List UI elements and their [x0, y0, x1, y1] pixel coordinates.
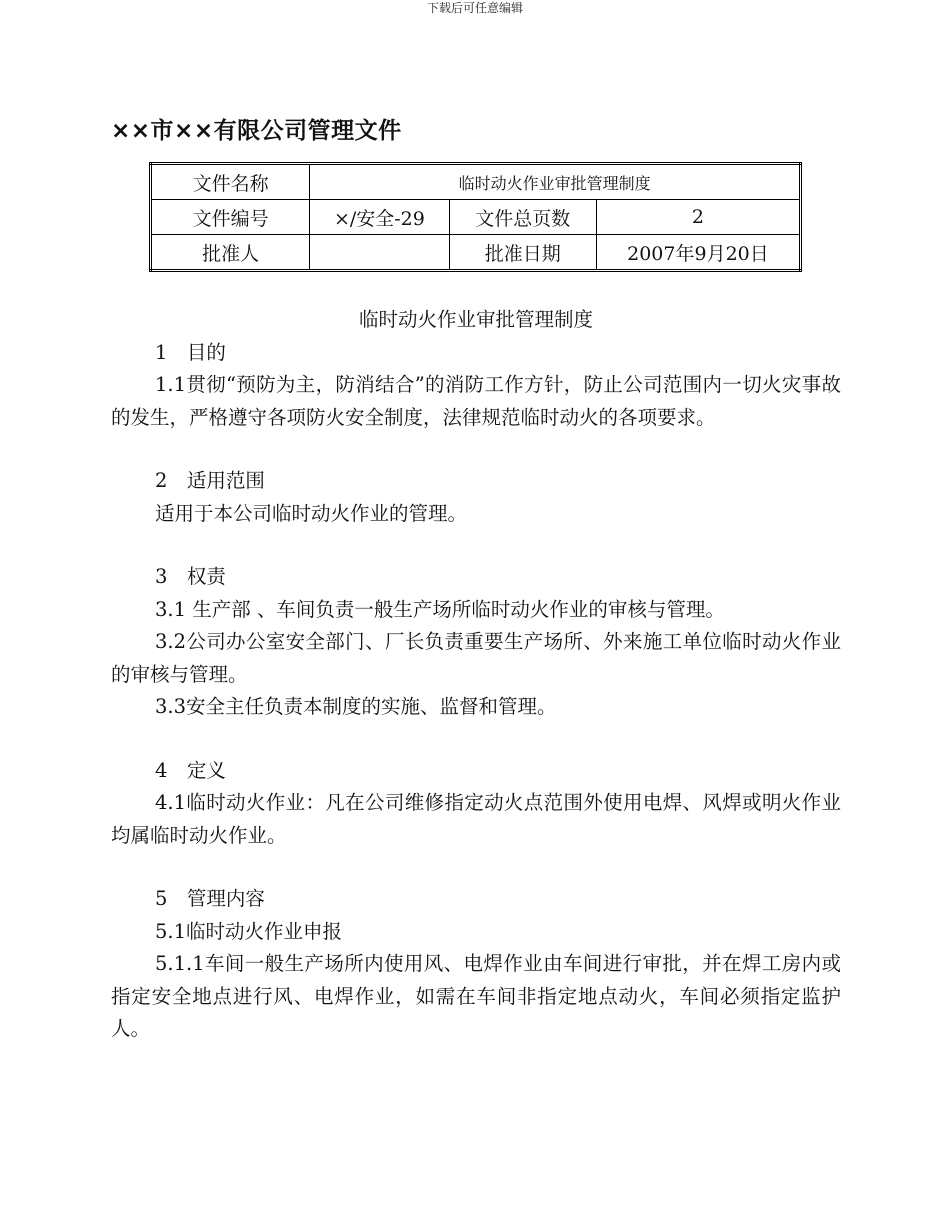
approval-date-value: 2007年9月20日 — [596, 235, 800, 271]
section-3-2: 3.2公司办公室安全部门、厂长负责重要生产场所、外来施工单位临时动火作业的审核与管理。 — [111, 630, 841, 686]
section-1-heading: 1 目的 — [155, 340, 226, 364]
document-info-table — [149, 162, 802, 272]
section-5-1-1: 5.1.1车间一般生产场所内使用风、电焊作业由车间进行审批，并在焊工房内或指定安全地点进行风、电焊作业，如需在车间非指定地点动火，车间必须指定监护人。 — [111, 952, 841, 1040]
section-3-3: 3.3安全主任负责本制度的实施、监督和管理。 — [155, 695, 557, 718]
section-1-1: 1.1贯彻“预防为主，防消结合”的消防工作方针，防止公司范围内一切火灾事故的发生，严格遵守各项防火安全制度，法律规范临时动火的各项要求。 — [111, 373, 841, 429]
approver-value — [310, 235, 449, 271]
section-2-text: 适用于本公司临时动火作业的管理。 — [155, 501, 468, 525]
body-title: 临时动火作业审批管理制度 — [358, 308, 593, 331]
header-note: 下载后可任意编辑 — [426, 1, 523, 15]
file-number-label: 文件编号 — [151, 200, 310, 235]
spacer — [111, 434, 841, 465]
document-title: ××市××有限公司管理文件 — [111, 118, 402, 144]
approver-label: 批准人 — [151, 235, 310, 271]
document-body — [111, 304, 841, 1046]
section-5-heading: 5 管理内容 — [155, 887, 265, 910]
file-name-label: 文件名称 — [151, 164, 310, 200]
section-3-heading: 3 权责 — [155, 565, 226, 588]
total-pages-value: 2 — [596, 200, 800, 235]
section-4-heading: 4 定义 — [155, 758, 226, 782]
file-name-value: 临时动火作业审批管理制度 — [310, 164, 801, 200]
section-5-1: 5.1临时动火作业申报 — [155, 919, 343, 943]
approval-date-label: 批准日期 — [449, 235, 596, 271]
spacer — [111, 724, 841, 755]
spacer — [111, 530, 841, 561]
section-4-1: 4.1临时动火作业：凡在公司维修指定动火点范围外使用电焊、风焊或明火作业均属临时动火作业。 — [111, 791, 841, 847]
table-row — [151, 200, 801, 235]
section-3-1: 3.1 生产部 、车间负责一般生产场所临时动火作业的审核与管理。 — [155, 597, 725, 621]
table-row — [151, 235, 801, 271]
file-number-value: ×/安全-29 — [310, 200, 449, 235]
total-pages-label: 文件总页数 — [449, 200, 596, 235]
table-row — [151, 164, 801, 200]
section-2-heading: 2 适用范围 — [155, 469, 265, 492]
spacer — [111, 852, 841, 883]
